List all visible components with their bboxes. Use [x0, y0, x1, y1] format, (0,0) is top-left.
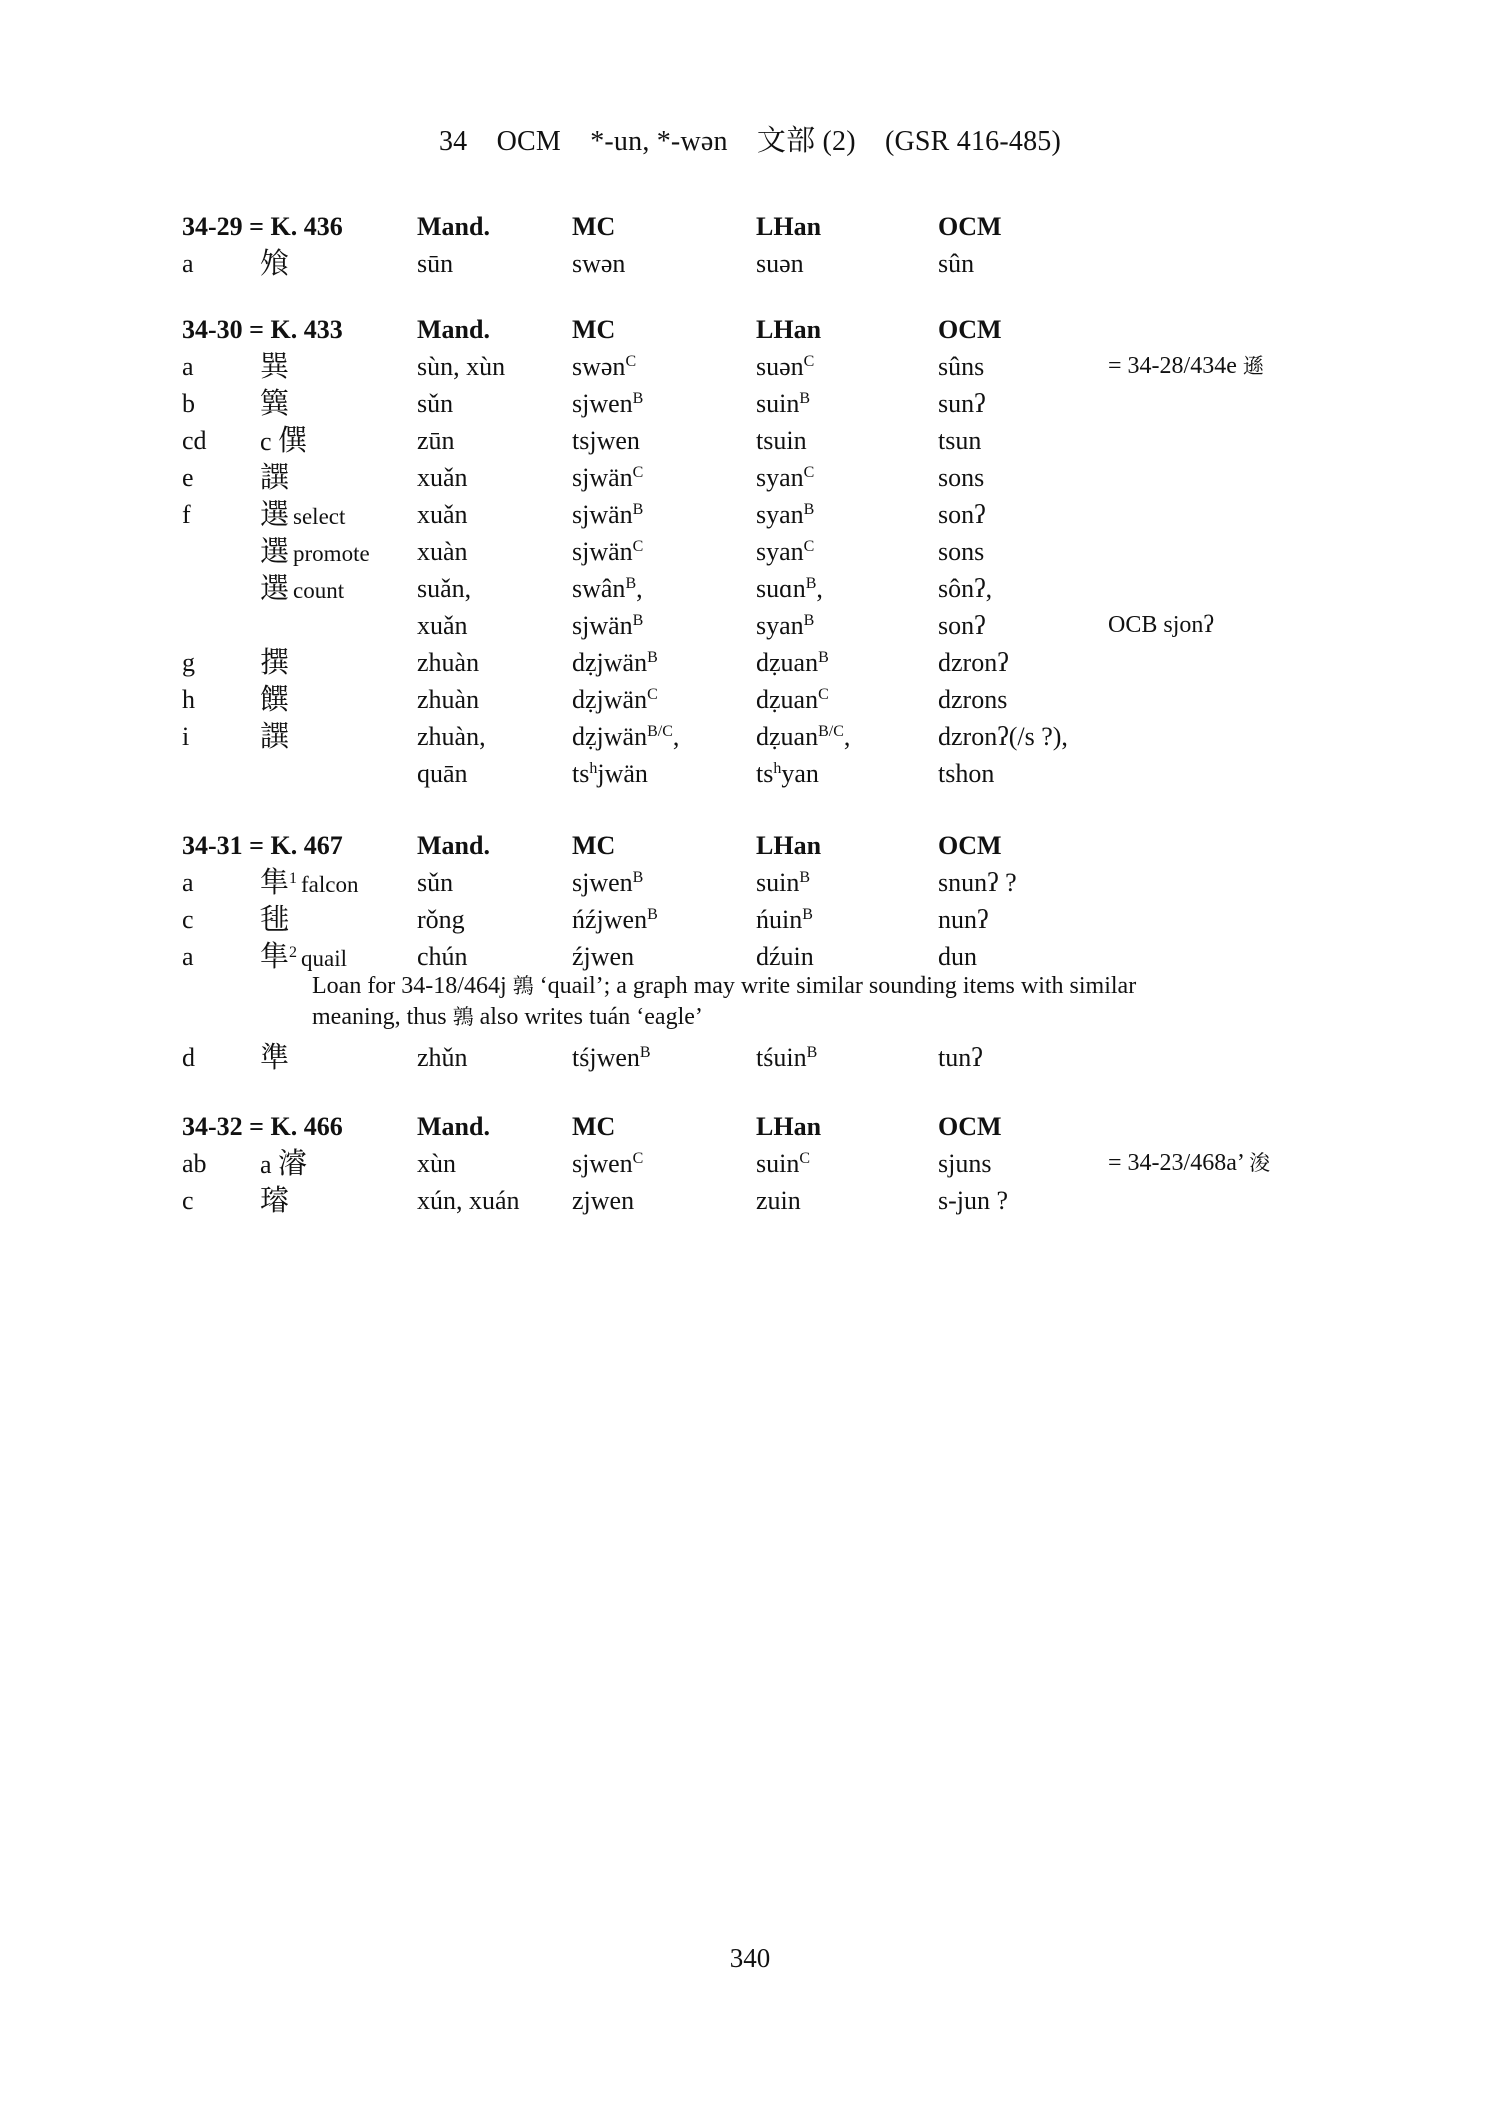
section-title: 34-31 = K. 467 — [182, 831, 343, 860]
entry-lhan: syan$^C$ — [756, 463, 815, 492]
entry-note: OCB sjonʔ — [1108, 612, 1215, 638]
entry-ocm: sjuns — [938, 1149, 992, 1178]
entry-row — [182, 901, 1362, 938]
entry-lhan: dẓuan$^B$ — [756, 648, 829, 677]
entry-row — [182, 864, 1362, 901]
col-ocm: OCM — [938, 315, 1002, 344]
entry-mc: sjwen$^B$ — [572, 868, 644, 897]
entry-mand: sǔn — [417, 389, 454, 418]
entry-row — [182, 1145, 1362, 1182]
col-lhan: LHan — [756, 212, 822, 241]
col-mc: MC — [572, 1112, 616, 1141]
entry-graph: 隼$^1$ falcon — [260, 865, 359, 899]
entry-ocm: sons — [938, 537, 985, 566]
section-title: 34-32 = K. 466 — [182, 1112, 343, 1141]
entry-mand: zhuàn — [417, 685, 480, 714]
entry-mand: sǔn — [417, 868, 454, 897]
entry-mc: swân$^B$, — [572, 574, 643, 603]
col-mand: Mand. — [417, 1112, 490, 1141]
section-title: 34-30 = K. 433 — [182, 315, 343, 344]
entry-ocm: dun — [938, 942, 977, 971]
section-34-30 — [182, 311, 1362, 792]
col-ocm: OCM — [938, 212, 1002, 241]
entry-row — [182, 755, 1362, 792]
section-header — [182, 827, 1362, 864]
entry-mc: sjwen$^B$ — [572, 389, 644, 418]
entry-label: f — [182, 500, 191, 529]
entry-row — [182, 570, 1362, 607]
entry-ocm: s-jun ? — [938, 1186, 1009, 1215]
entry-row — [182, 496, 1362, 533]
section-34-32 — [182, 1108, 1362, 1219]
entry-row — [182, 718, 1362, 755]
entry-mc: dẓjwän$^B$ — [572, 648, 658, 677]
entry-mc: sjwän$^C$ — [572, 463, 644, 492]
entry-ocm: snunʔ ? — [938, 868, 1017, 897]
entry-row — [182, 459, 1362, 496]
entry-graph: 饌 — [260, 682, 290, 716]
section-34-31 — [182, 827, 1362, 1076]
entry-mc: sjwän$^C$ — [572, 537, 644, 566]
entry-row — [182, 533, 1362, 570]
entry-lhan: syan$^B$ — [756, 500, 815, 529]
entry-lhan: syan$^B$ — [756, 611, 815, 640]
entry-row — [182, 1039, 1362, 1076]
entry-label: cd — [182, 426, 207, 455]
col-ocm: OCM — [938, 831, 1002, 860]
entry-ocm: sûns — [938, 352, 985, 381]
section-34-29 — [182, 208, 1362, 282]
entry-mand: xùn — [417, 1149, 456, 1178]
entry-mc: sjwän$^B$ — [572, 611, 644, 640]
entry-mand: xuǎn — [417, 611, 468, 640]
entry-lhan: suin$^B$ — [756, 389, 811, 418]
page-header — [0, 118, 1500, 159]
entry-row — [182, 681, 1362, 718]
entry-label: a — [182, 868, 194, 897]
header-gsr: (GSR 416-485) — [884, 126, 1062, 157]
entry-graph: c 僎 — [260, 423, 308, 457]
col-ocm: OCM — [938, 1112, 1002, 1141]
entry-label: i — [182, 722, 190, 751]
entry-label: a — [182, 249, 194, 278]
col-mc: MC — [572, 831, 616, 860]
header-ocm: OCM — [496, 126, 561, 157]
entry-mand: zhuàn, — [417, 722, 486, 751]
entry-graph: 選 count — [260, 571, 345, 605]
entry-mand: quān — [417, 759, 468, 788]
entry-mc: zjwen — [572, 1186, 635, 1215]
entry-ocm: dzrons — [938, 685, 1008, 714]
entry-mc: swən — [572, 249, 626, 278]
entry-mc: tsjwen — [572, 426, 640, 455]
section-header — [182, 311, 1362, 348]
entry-lhan: zuin — [756, 1186, 801, 1215]
entry-row — [182, 607, 1362, 644]
entry-graph: 巽 — [260, 349, 290, 383]
entry-mc: dẓjwän$^C$ — [572, 685, 658, 714]
page-number: 340 — [729, 1943, 771, 1973]
entry-mand: xuǎn — [417, 463, 468, 492]
entry-mand: chún — [417, 942, 468, 971]
entry-lhan: ńuin$^B$ — [756, 905, 813, 934]
entry-mc: tśjwen$^B$ — [572, 1043, 651, 1072]
col-lhan: LHan — [756, 1112, 822, 1141]
entry-note: = 34-23/468a’ 浚 — [1108, 1150, 1271, 1176]
entry-graph: a 濬 — [260, 1146, 308, 1180]
entry-ocm: nunʔ — [938, 905, 989, 934]
entry-row — [182, 385, 1362, 422]
entry-ocm: sônʔ, — [938, 574, 993, 603]
entry-label: h — [182, 685, 195, 714]
entry-mc: swən$^C$ — [572, 352, 637, 381]
entry-mc: $ts^hjwän$ — [572, 759, 648, 788]
col-mand: Mand. — [417, 212, 490, 241]
entry-label: d — [182, 1043, 195, 1072]
section-header — [182, 208, 1362, 245]
entry-mand: zūn — [417, 426, 455, 455]
loan-note-text: Loan for 34-18/464j 鶉 ‘quail’; a graph may write similar sounding items with similar meaning, thus 鶉 also writes tuán ‘eagle’ — [312, 973, 1137, 1030]
col-mc: MC — [572, 212, 616, 241]
entry-lhan: dźuin — [756, 942, 814, 971]
entry-mand: xuǎn — [417, 500, 468, 529]
entry-row — [182, 938, 1362, 975]
entry-mc: ńźjwen$^B$ — [572, 905, 658, 934]
entry-mc: sjwen$^C$ — [572, 1149, 644, 1178]
entry-graph: 譔 — [260, 460, 290, 494]
entry-label: b — [182, 389, 195, 418]
entry-mand: sùn, xùn — [417, 352, 506, 381]
entry-mand: xún, xuán — [417, 1186, 520, 1215]
entry-row — [182, 348, 1362, 385]
entry-label: ab — [182, 1149, 207, 1178]
entry-ocm: tshon — [938, 759, 995, 788]
col-lhan: LHan — [756, 831, 822, 860]
entry-lhan: suən$^C$ — [756, 352, 815, 381]
entry-ocm: sonʔ — [938, 611, 986, 640]
entry-ocm: sunʔ — [938, 389, 986, 418]
entry-mand: rǒng — [417, 905, 465, 934]
col-mand: Mand. — [417, 315, 490, 344]
entry-lhan: suɑn$^B$, — [756, 574, 823, 603]
entry-ocm: dzronʔ — [938, 648, 1009, 677]
entry-ocm: sonʔ — [938, 500, 986, 529]
header-han: 文部 — [756, 123, 816, 157]
section-header — [182, 1108, 1362, 1145]
entry-mand: xuàn — [417, 537, 468, 566]
entry-label: c — [182, 1186, 194, 1215]
entry-row — [182, 422, 1362, 459]
entry-lhan: syan$^C$ — [756, 537, 815, 566]
col-lhan: LHan — [756, 315, 822, 344]
entry-mc: dẓjwän$^{B/C}$, — [572, 722, 680, 751]
entry-row — [182, 1182, 1362, 1219]
entry-graph: 飧 — [260, 246, 290, 280]
entry-row — [182, 644, 1362, 681]
entry-graph: 選 promote — [260, 534, 370, 568]
entry-lhan: dẓuan$^C$ — [756, 685, 829, 714]
entry-lhan: suin$^C$ — [756, 1149, 811, 1178]
entry-mand: zhǔn — [417, 1043, 468, 1072]
entry-lhan: suin$^B$ — [756, 868, 811, 897]
entry-label: c — [182, 905, 194, 934]
entry-mc: sjwän$^B$ — [572, 500, 644, 529]
entry-lhan: $ts^hyan$ — [756, 759, 819, 788]
entry-ocm: dzronʔ(/s ?), — [938, 722, 1068, 751]
entry-mand: sūn — [417, 249, 454, 278]
entry-ocm: tsun — [938, 426, 982, 455]
entry-label: a — [182, 352, 194, 381]
entry-graph: 選 select — [260, 497, 346, 531]
col-mand: Mand. — [417, 831, 490, 860]
header-part: (2) — [822, 126, 856, 157]
entry-graph: 璿 — [260, 1183, 290, 1217]
entry-graph: 隼$^2$ quail — [260, 939, 348, 973]
entry-label: g — [182, 648, 195, 677]
section-title: 34-29 = K. 436 — [182, 212, 343, 241]
entry-row — [182, 245, 1362, 282]
entry-graph: 簨 — [260, 386, 290, 420]
entry-ocm: tunʔ — [938, 1043, 983, 1072]
entry-label: e — [182, 463, 194, 492]
entry-graph: 譔 — [260, 719, 290, 753]
header-rimes: *-un, *-wən — [590, 126, 728, 157]
header-number: 34 — [438, 126, 468, 157]
entry-ocm: sons — [938, 463, 985, 492]
entry-mand: zhuàn — [417, 648, 480, 677]
col-mc: MC — [572, 315, 616, 344]
entry-lhan: dẓuan$^{B/C}$, — [756, 722, 851, 751]
loan-note — [182, 975, 1362, 1039]
entry-lhan: tśuin$^B$ — [756, 1043, 818, 1072]
entry-mc: źjwen — [572, 942, 635, 971]
entry-label: a — [182, 942, 194, 971]
entry-note: = 34-28/434e 遜 — [1108, 353, 1264, 379]
entry-ocm: sûn — [938, 249, 975, 278]
entry-graph: 毴 — [260, 902, 290, 936]
entry-graph: 準 — [260, 1040, 290, 1074]
entry-graph: 撰 — [260, 645, 290, 679]
entry-lhan: tsuin — [756, 426, 807, 455]
entry-lhan: suən — [756, 249, 804, 278]
entry-mand: suǎn, — [417, 574, 472, 603]
